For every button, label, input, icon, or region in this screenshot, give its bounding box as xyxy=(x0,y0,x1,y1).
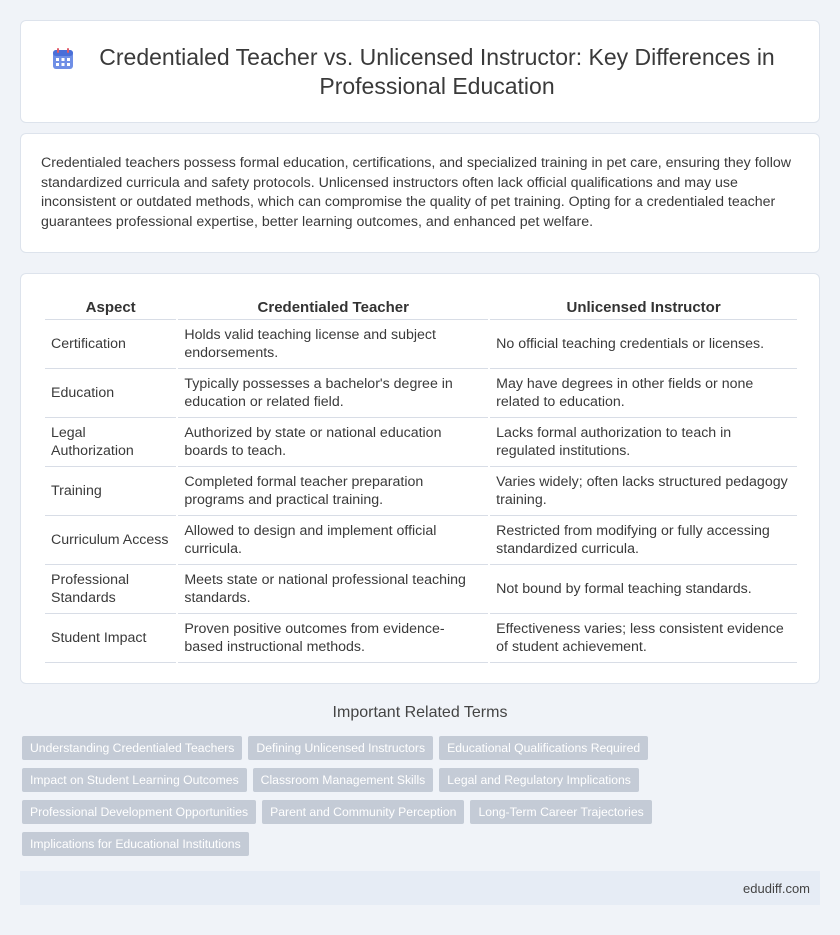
related-term-tag[interactable]: Educational Qualifications Required xyxy=(439,736,648,760)
related-term-tag[interactable]: Defining Unlicensed Instructors xyxy=(248,736,433,760)
aspect-cell: Curriculum Access xyxy=(45,516,176,565)
unlicensed-cell: Varies widely; often lacks structured pedagogy training. xyxy=(490,467,797,516)
credentialed-cell: Allowed to design and implement official curricula. xyxy=(178,516,488,565)
credentialed-cell: Proven positive outcomes from evidence-based instructional methods. xyxy=(178,614,488,663)
related-term-tag[interactable]: Implications for Educational Institutions xyxy=(22,832,249,856)
credentialed-cell: Meets state or national professional teaching standards. xyxy=(178,565,488,614)
aspect-cell: Certification xyxy=(45,320,176,369)
credentialed-cell: Typically possesses a bachelor's degree in education or related field. xyxy=(178,369,488,418)
unlicensed-cell: Restricted from modifying or fully accessing standardized curricula. xyxy=(490,516,797,565)
intro-paragraph: Credentialed teachers possess formal education, certifications, and specialized training in pet care, ensuring they follow standardized curricula and safety protocols. Unlicensed instructors often lack official qualifications and may use inconsistent or outdated methods, which can compromise the quality of pet training. Opting for a credentialed teacher guarantees professional expertise, better learning outcomes, and enhanced pet welfare. xyxy=(41,155,791,230)
table-row xyxy=(45,565,797,614)
table-row xyxy=(45,320,797,369)
table-header-row xyxy=(45,296,797,320)
header-card xyxy=(20,20,820,123)
related-term-tag[interactable]: Classroom Management Skills xyxy=(253,768,434,792)
related-term-tag[interactable]: Understanding Credentialed Teachers xyxy=(22,736,242,760)
column-header-unlicensed-instructor: Unlicensed Instructor xyxy=(490,296,797,320)
unlicensed-cell: Effectiveness varies; less consistent evidence of student achievement. xyxy=(490,614,797,663)
table-row xyxy=(45,467,797,516)
related-term-tag[interactable]: Long-Term Career Trajectories xyxy=(470,800,651,824)
table-row xyxy=(45,614,797,663)
aspect-cell: Education xyxy=(45,369,176,418)
aspect-cell: Student Impact xyxy=(45,614,176,663)
page-title: Credentialed Teacher vs. Unlicensed Instructor: Key Differences in Professional Education xyxy=(99,43,775,99)
column-header-credentialed-teacher: Credentialed Teacher xyxy=(178,296,488,320)
related-term-tag[interactable]: Impact on Student Learning Outcomes xyxy=(22,768,247,792)
comparison-table-card xyxy=(20,273,820,684)
column-header-aspect: Aspect xyxy=(45,296,176,320)
unlicensed-cell: May have degrees in other fields or none related to education. xyxy=(490,369,797,418)
aspect-cell: Professional Standards xyxy=(45,565,176,614)
credentialed-cell: Completed formal teacher preparation programs and practical training. xyxy=(178,467,488,516)
related-term-tag[interactable]: Professional Development Opportunities xyxy=(22,800,256,824)
related-terms-list xyxy=(22,736,662,856)
intro-card xyxy=(20,133,820,253)
related-term-tag[interactable]: Parent and Community Perception xyxy=(262,800,464,824)
aspect-cell: Training xyxy=(45,467,176,516)
footer-site-name: edudiff.com xyxy=(743,880,810,896)
unlicensed-cell: Lacks formal authorization to teach in regulated institutions. xyxy=(490,418,797,467)
footer xyxy=(20,871,820,905)
table-row xyxy=(45,418,797,467)
table-row xyxy=(45,516,797,565)
table-row xyxy=(45,369,797,418)
comparison-table xyxy=(43,296,799,663)
unlicensed-cell: Not bound by formal teaching standards. xyxy=(490,565,797,614)
related-term-tag[interactable]: Legal and Regulatory Implications xyxy=(439,768,639,792)
aspect-cell: Legal Authorization xyxy=(45,418,176,467)
credentialed-cell: Holds valid teaching license and subject endorsements. xyxy=(178,320,488,369)
related-terms-title: Important Related Terms xyxy=(332,704,508,721)
credentialed-cell: Authorized by state or national education boards to teach. xyxy=(178,418,488,467)
unlicensed-cell: No official teaching credentials or licenses. xyxy=(490,320,797,369)
